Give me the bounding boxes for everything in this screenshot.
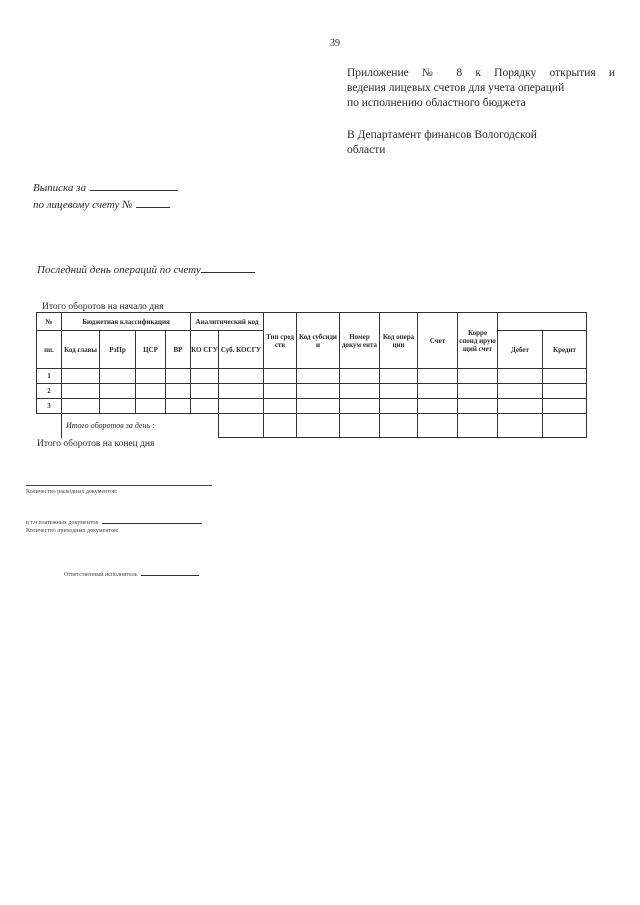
department-line-1: В Департамент финансов Вологодской [347,129,537,141]
last-day-label: Последний день операций по счету [37,264,201,276]
header-analytic-code: Аналитический код [191,313,264,331]
header-kosgu: КО СГУ [191,331,219,369]
income-document-count: Количество приходных документов: [26,528,119,534]
header-csr: ЦСР [136,331,166,369]
table-row [37,384,587,399]
header-document-number: Номер докум ента [340,313,380,369]
operations-table [36,312,587,438]
header-amount-group [498,313,587,331]
expense-document-count: Количество расходных документов: [26,489,118,495]
header-debit: Дебет [498,331,543,369]
row-number: 3 [37,399,62,414]
header-num: № [37,313,62,331]
expense-count-line [26,485,212,486]
responsible-signature-blank [141,568,199,576]
table-row [37,399,587,414]
day-total-label: Итого оборотов за день : [62,414,219,438]
turnover-start: Итого оборотов на начало дня [42,302,164,312]
table-row [37,369,587,384]
responsible-person [64,568,199,579]
header-sub-kosgu: Суб. КОСГУ [219,331,264,369]
extract-date-blank [90,180,178,191]
header-credit: Кредит [543,331,587,369]
page-number: 39 [330,38,340,49]
header-num-pp: пп. [37,331,62,369]
row-number: 1 [37,369,62,384]
extract-title [33,180,178,194]
extract-account-label: по лицевому счету № [33,199,133,211]
department-address [347,128,587,158]
header-chapter-code: Код главы [62,331,100,369]
last-operation-day [37,262,255,276]
header-rzpr: РзПр [100,331,136,369]
turnover-end: Итого оборотов на конец дня [37,439,155,449]
payment-documents [26,516,202,527]
header-operation-code: Код опера ции [380,313,418,369]
header-account: Счет [418,313,458,369]
header-corresponding-account: Корре спонд ирую щий счет [458,313,498,369]
appendix-line-1: Приложение № 8 к Порядку открытия и [347,67,615,79]
extract-title-label: Выписка за [33,182,86,194]
table-total-row [37,414,587,438]
responsible-label: Ответственный исполнитель [64,572,138,578]
header-vr: ВР [166,331,191,369]
payment-count-blank [102,516,202,524]
department-line-2: области [347,144,386,156]
appendix-line-2: ведения лицевых счетов для учета операций [347,82,565,94]
last-day-blank [201,262,255,273]
extract-account [33,197,170,211]
appendix-header [347,66,615,111]
row-number: 2 [37,384,62,399]
appendix-line-3: по исполнению областного бюджета [347,97,526,109]
header-subsidy-code: Код субсиди и [297,313,340,369]
header-fund-type: Тип сред ств [264,313,297,369]
account-number-blank [136,197,170,208]
payment-documents-label: в т.ч платежных документов [26,520,99,526]
header-budget-classification: Бюджетная классификация [62,313,191,331]
